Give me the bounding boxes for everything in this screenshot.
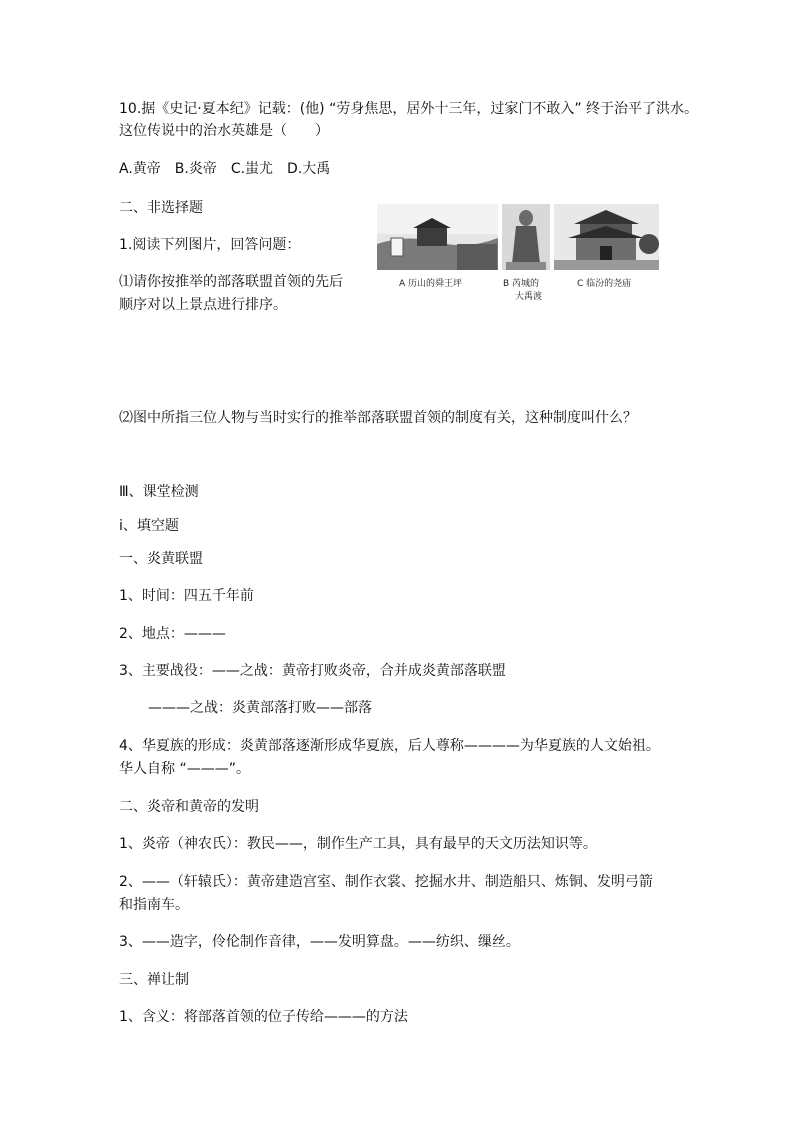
item-huaxia-1: 4、华夏族的形成：炎黄部落逐渐形成华夏族，后人尊称————为华夏族的人文始祖。 [119,738,660,754]
photo-b-caption-2: 大禹渡 [515,292,543,302]
invention-1: 1、炎帝（神农氏）：教民——，制作生产工具，具有最早的天文历法知识等。 [119,836,597,852]
q1-prompt: 1.阅读下列图片，回答问题： [119,237,301,253]
heading-abdication: 三、禅让制 [119,972,189,988]
section2-title: 二、非选择题 [119,200,203,216]
q10-options: A.黄帝 B.炎帝 C.蚩尤 D.大禹 [119,161,331,177]
q10-line-2: 这位传说中的治水英雄是（ ） [119,123,329,139]
item-huaxia-2: 华人自称 “———”。 [119,761,250,777]
q10-line-1: 10.据《史记·夏本纪》记载：(他) “劳身焦思，居外十三年，过家门不敢入” 终于治平了洪水。 [119,101,699,117]
photo-b-dayudu [502,204,550,270]
item-battles: 3、主要战役：——之战：黄帝打败炎帝，合并成炎黄部落联盟 [119,663,506,679]
photo-b-caption-1: B 芮城的 [503,279,540,289]
photo-c-yaomiao [554,204,659,270]
abdication-meaning: 1、含义：将部落首领的位子传给———的方法 [119,1009,408,1025]
item-battles-2: ———之战：炎黄部落打败——部落 [148,700,372,716]
invention-3: 3、——造字，伶伦制作音律，——发明算盘。——纺织、缫丝。 [119,934,520,950]
heading-yanhuang-alliance: 一、炎黄联盟 [119,551,203,567]
q1a-line-1: ⑴请你按推举的部落联盟首领的先后 [119,274,343,290]
invention-2-line-1: 2、——（轩辕氏）：黄帝建造宫室、制作衣裳、挖掘水井、制造船只、炼铜、发明弓箭 [119,874,653,890]
item-time: 1、时间：四五千年前 [119,588,254,604]
photo-a-caption: A 历山的舜王坪 [399,279,463,289]
q1a-line-2: 顺序对以上景点进行排序。 [119,297,287,313]
invention-2-line-2: 和指南车。 [119,897,189,913]
photo-strip [377,204,659,304]
photo-a-shunwangping [377,204,498,270]
item-place: 2、地点：——— [119,626,226,642]
photo-c-caption: C 临汾的尧庙 [577,279,632,289]
q1b: ⑵图中所指三位人物与当时实行的推举部落联盟首领的制度有关，这种制度叫什么？ [119,410,637,426]
heading-inventions: 二、炎帝和黄帝的发明 [119,799,259,815]
section3-title: Ⅲ、课堂检测 [119,484,199,500]
fill-blank-heading: ⅰ、填空题 [119,518,179,534]
